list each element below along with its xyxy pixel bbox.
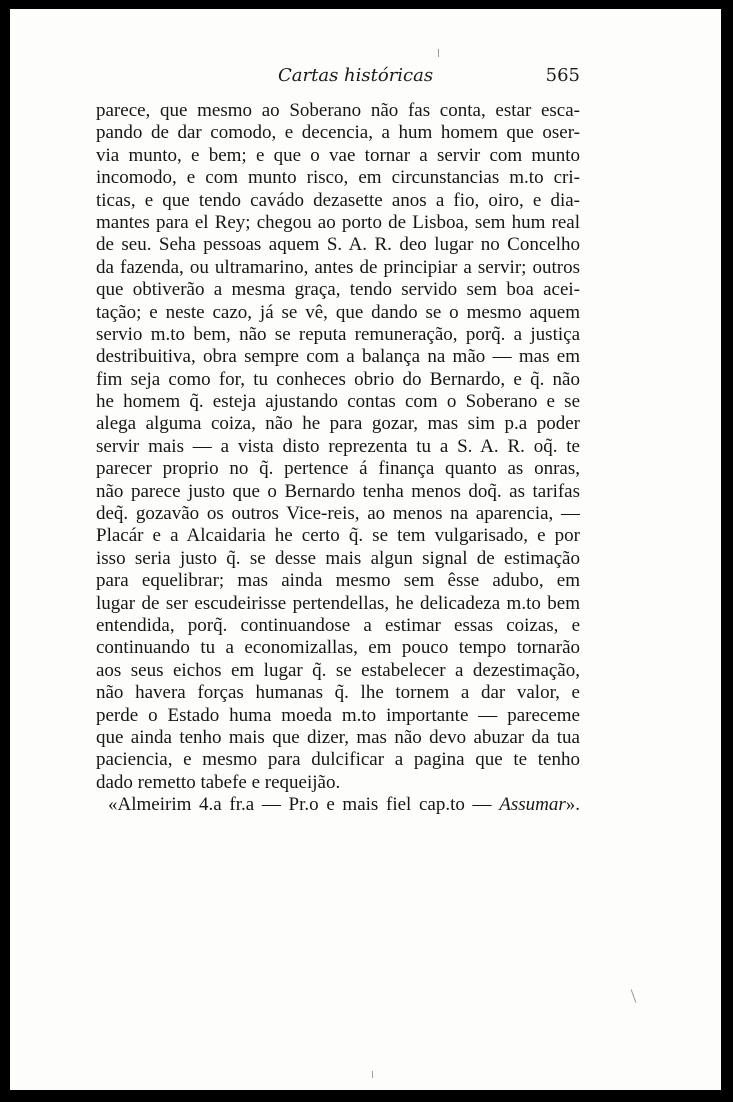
text-line: perde o Estado huma moeda m.to importante — pareceme	[96, 704, 580, 726]
text-line: fim seja como for, tu conheces obrio do Bernardo, e q̃. não	[96, 368, 580, 390]
text-line: que ainda tenho mais que dizer, mas não devo abuzar da tua	[96, 726, 580, 748]
text-line: de seu. Seha pessoas aquem S. A. R. deo lugar no Concelho	[96, 234, 580, 256]
signature-name: Assumar	[499, 794, 566, 816]
text-line: parece, que mesmo ao Soberano não fas conta, estar esca-	[96, 100, 580, 121]
letter-body	[96, 100, 580, 817]
text-line: servir mais — a vista disto reprezenta tu a S. A. R. oq̃. te	[96, 435, 580, 457]
signature-line	[96, 794, 580, 816]
text-line: não havera forças humanas q̃. lhe tornem a dar valor, e	[96, 682, 580, 704]
text-line: deq̃. gozavão os outros Vice-reis, ao menos na aparencia, —	[96, 503, 580, 525]
text-line: entendida, porq̃. continuandose a estimar essas coizas, e	[96, 614, 580, 636]
signature-text: «Almeirim 4.a fr.a — Pr.o e mais fiel cap.to —	[108, 794, 492, 816]
text-line: destribuitiva, obra sempre com a balança na mão — mas em	[96, 346, 580, 368]
signature-close: ».	[565, 794, 581, 816]
text-line: ticas, e que tendo cavádo dezasette anos a fio, oiro, e dia-	[96, 189, 580, 211]
page-header	[96, 65, 580, 91]
running-title: Cartas históricas	[278, 65, 434, 86]
text-line: paciencia, e mesmo para dulcificar a pagina que te tenho	[96, 749, 580, 771]
text-line: alega alguma coiza, não he para gozar, mas sim p.a poder	[96, 413, 580, 435]
text-line: para equelibrar; mas ainda mesmo sem êsse adubo, em	[96, 570, 580, 592]
text-line: lugar de ser escudeirisse pertendellas, he delicadeza m.to bem	[96, 592, 580, 614]
text-line: dado remetto tabefe e requeijão.	[96, 771, 341, 793]
text-line: mantes para el Rey; chegou ao porto de Lisboa, sem hum real	[96, 211, 580, 233]
scan-speck-top	[438, 49, 439, 57]
text-line: parecer proprio no q̃. pertence á finança quanto as onras,	[96, 458, 580, 480]
text-line: isso seria justo q̃. se desse mais algun signal de estimação	[96, 547, 580, 569]
text-line: que obtiverão a mesma graça, tendo servido sem boa acei-	[96, 279, 580, 301]
page-number: 565	[545, 65, 580, 86]
text-line: servio m.to bem, não se reputa remuneração, porq̃. a justiça	[96, 323, 580, 345]
document-page	[10, 9, 721, 1090]
text-line: aos seus eichos em lugar q̃. se estabelecer a dezestimação,	[96, 659, 580, 681]
scan-speck-right	[631, 989, 637, 1002]
text-line: incomodo, e com munto risco, em circunstancias m.to cri-	[96, 167, 580, 189]
text-line: não parece justo que o Bernardo tenha menos doq̃. as tarifas	[96, 480, 580, 502]
text-line: da fazenda, ou ultramarino, antes de principiar a servir; outros	[96, 256, 580, 278]
text-line: he homem q̃. esteja ajustando contas com o Soberano e se	[96, 391, 580, 413]
text-line: Placár e a Alcaidaria he certo q̃. se tem vulgarisado, e por	[96, 525, 580, 547]
text-line: continuando tu a economizallas, em pouco tempo tornarão	[96, 637, 580, 659]
scan-speck-bottom	[372, 1071, 373, 1078]
text-line: tação; e neste cazo, já se vê, que dando se o mesmo aquem	[96, 301, 580, 323]
text-line: pando de dar comodo, e decencia, a hum homem que oser-	[96, 122, 580, 144]
text-line: via munto, e bem; e que o vae tornar a servir com munto	[96, 144, 580, 166]
